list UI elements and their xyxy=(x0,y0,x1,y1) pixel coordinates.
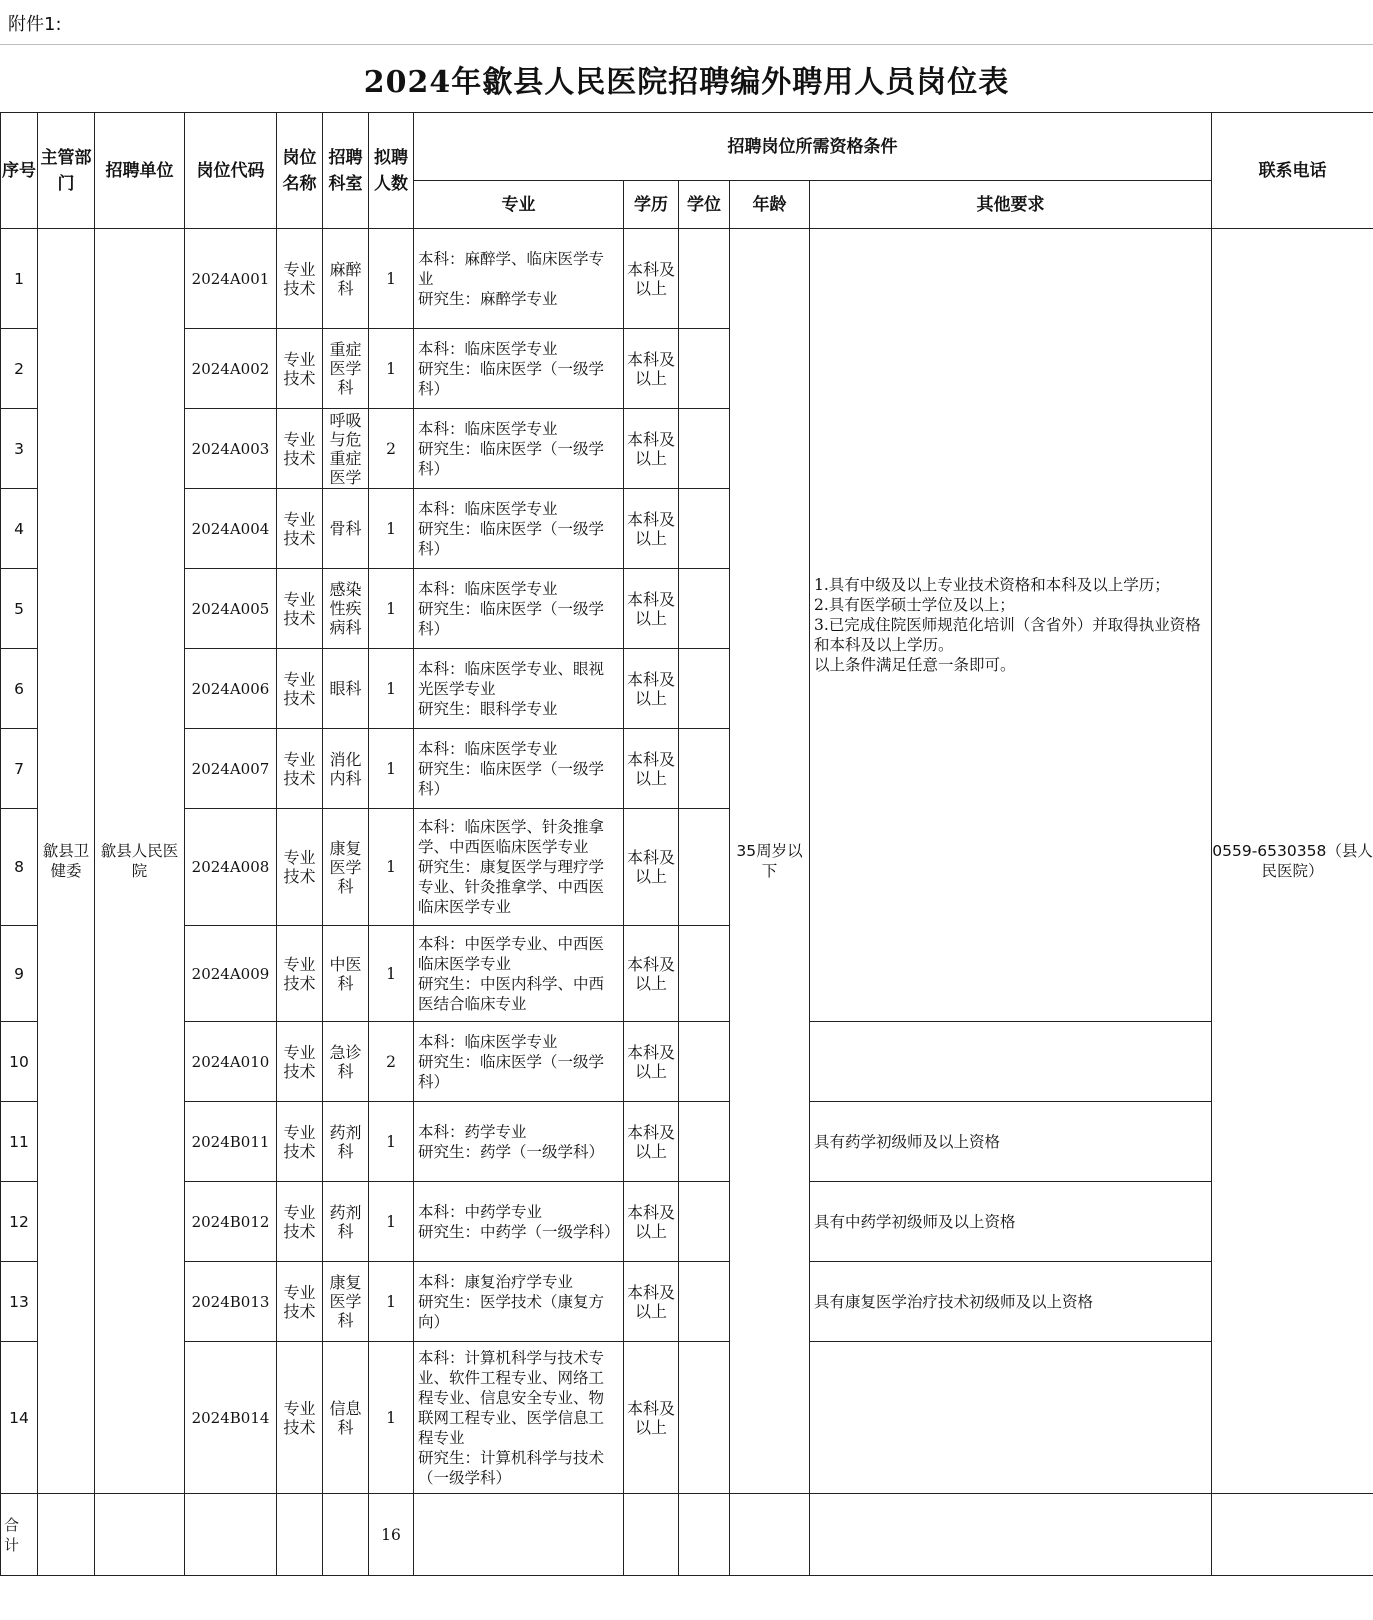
attachment-label: 附件1: xyxy=(8,14,62,35)
row-seq: 14 xyxy=(1,1342,38,1494)
row-office: 康复医学科 xyxy=(323,809,369,926)
row-post-name: 专业技术 xyxy=(277,729,323,809)
col-unit: 招聘单位 xyxy=(95,113,185,229)
row-major: 本科：临床医学专业 研究生：临床医学（一级学科） xyxy=(414,569,624,649)
row-seq: 10 xyxy=(1,1022,38,1102)
col-education: 学历 xyxy=(624,181,679,229)
age-cell: 35周岁以下 xyxy=(730,229,810,1494)
row-major: 本科：中医学专业、中西医临床医学专业 研究生：中医内科学、中西医结合临床专业 xyxy=(414,926,624,1022)
row-post-name: 专业技术 xyxy=(277,489,323,569)
row-education: 本科及以上 xyxy=(624,569,679,649)
col-major: 专业 xyxy=(414,181,624,229)
total-empty xyxy=(323,1494,369,1576)
row-count: 1 xyxy=(369,649,414,729)
table-row xyxy=(1,1102,1373,1182)
table-row xyxy=(1,1182,1373,1262)
row-education: 本科及以上 xyxy=(624,1262,679,1342)
row-count: 2 xyxy=(369,409,414,489)
row-post-name: 专业技术 xyxy=(277,329,323,409)
row-post-name: 专业技术 xyxy=(277,1102,323,1182)
row-education: 本科及以上 xyxy=(624,1342,679,1494)
col-age: 年龄 xyxy=(730,181,810,229)
total-empty xyxy=(679,1494,730,1576)
row-other: 具有康复医学治疗技术初级师及以上资格 xyxy=(810,1262,1212,1342)
row-post-name: 专业技术 xyxy=(277,1342,323,1494)
row-seq: 2 xyxy=(1,329,38,409)
row-code: 2024A002 xyxy=(185,329,277,409)
row-code: 2024A005 xyxy=(185,569,277,649)
row-office: 呼吸与危重症医学 xyxy=(323,409,369,489)
col-code: 岗位代码 xyxy=(185,113,277,229)
row-seq: 7 xyxy=(1,729,38,809)
total-empty xyxy=(1212,1494,1373,1576)
row-other xyxy=(810,1342,1212,1494)
row-count: 1 xyxy=(369,809,414,926)
dept-cell: 歙县卫健委 xyxy=(38,229,95,1494)
phone-cell: 0559-6530358（县人民医院） xyxy=(1212,229,1373,1494)
row-seq: 11 xyxy=(1,1102,38,1182)
row-other xyxy=(810,1022,1212,1102)
col-post-name: 岗位名称 xyxy=(277,113,323,229)
row-office: 眼科 xyxy=(323,649,369,729)
row-count: 1 xyxy=(369,1182,414,1262)
total-empty xyxy=(185,1494,277,1576)
row-education: 本科及以上 xyxy=(624,329,679,409)
row-education: 本科及以上 xyxy=(624,229,679,329)
row-degree xyxy=(679,1342,730,1494)
row-seq: 9 xyxy=(1,926,38,1022)
row-degree xyxy=(679,926,730,1022)
row-office: 康复医学科 xyxy=(323,1262,369,1342)
row-post-name: 专业技术 xyxy=(277,409,323,489)
row-code: 2024B012 xyxy=(185,1182,277,1262)
row-office: 骨科 xyxy=(323,489,369,569)
row-degree xyxy=(679,729,730,809)
row-seq: 4 xyxy=(1,489,38,569)
col-qualifications: 招聘岗位所需资格条件 xyxy=(414,113,1212,181)
col-other: 其他要求 xyxy=(810,181,1212,229)
row-major: 本科：中药学专业 研究生：中药学（一级学科） xyxy=(414,1182,624,1262)
row-count: 1 xyxy=(369,489,414,569)
col-phone: 联系电话 xyxy=(1212,113,1373,229)
row-major: 本科：麻醉学、临床医学专业 研究生：麻醉学专业 xyxy=(414,229,624,329)
row-post-name: 专业技术 xyxy=(277,649,323,729)
row-code: 2024A008 xyxy=(185,809,277,926)
total-row xyxy=(1,1494,1373,1576)
row-count: 1 xyxy=(369,729,414,809)
row-office: 重症医学科 xyxy=(323,329,369,409)
row-office: 消化内科 xyxy=(323,729,369,809)
table-row xyxy=(1,1342,1373,1494)
col-dept: 主管部门 xyxy=(38,113,95,229)
row-seq: 5 xyxy=(1,569,38,649)
row-office: 药剂科 xyxy=(323,1182,369,1262)
row-education: 本科及以上 xyxy=(624,1102,679,1182)
row-code: 2024A009 xyxy=(185,926,277,1022)
total-label: 合 计 xyxy=(1,1494,38,1576)
row-major: 本科：临床医学专业 研究生：临床医学（一级学科） xyxy=(414,729,624,809)
row-code: 2024B014 xyxy=(185,1342,277,1494)
row-degree xyxy=(679,1022,730,1102)
row-code: 2024A010 xyxy=(185,1022,277,1102)
table-row xyxy=(1,1022,1373,1102)
row-degree xyxy=(679,809,730,926)
row-major: 本科：临床医学专业 研究生：临床医学（一级学科） xyxy=(414,1022,624,1102)
row-major: 本科：临床医学专业 研究生：临床医学（一级学科） xyxy=(414,329,624,409)
row-degree xyxy=(679,1262,730,1342)
row-office: 中医科 xyxy=(323,926,369,1022)
row-count: 1 xyxy=(369,229,414,329)
row-office: 急诊科 xyxy=(323,1022,369,1102)
total-empty xyxy=(95,1494,185,1576)
row-office: 感染性疾病科 xyxy=(323,569,369,649)
row-major: 本科：药学专业 研究生：药学（一级学科） xyxy=(414,1102,624,1182)
row-count: 1 xyxy=(369,926,414,1022)
row-count: 1 xyxy=(369,1102,414,1182)
row-count: 1 xyxy=(369,329,414,409)
row-post-name: 专业技术 xyxy=(277,926,323,1022)
header-row-top xyxy=(1,113,1373,181)
row-post-name: 专业技术 xyxy=(277,809,323,926)
row-degree xyxy=(679,329,730,409)
total-empty xyxy=(277,1494,323,1576)
row-major: 本科：康复治疗学专业 研究生：医学技术（康复方向） xyxy=(414,1262,624,1342)
col-count: 拟聘人数 xyxy=(369,113,414,229)
total-empty xyxy=(38,1494,95,1576)
row-seq: 6 xyxy=(1,649,38,729)
other-requirements-group: 1.具有中级及以上专业技术资格和本科及以上学历； 2.具有医学硕士学位及以上； 3.已完成住院医师规范化培训（含省外）并取得执业资格和本科及以上学历。 以上条件满足任意一条即可。 xyxy=(810,229,1212,1022)
row-code: 2024A003 xyxy=(185,409,277,489)
table-body xyxy=(1,229,1373,1576)
row-education: 本科及以上 xyxy=(624,729,679,809)
row-count: 2 xyxy=(369,1022,414,1102)
row-education: 本科及以上 xyxy=(624,1182,679,1262)
page-title: 2024年歙县人民医院招聘编外聘用人员岗位表 xyxy=(0,44,1373,113)
row-office: 药剂科 xyxy=(323,1102,369,1182)
row-seq: 8 xyxy=(1,809,38,926)
row-seq: 13 xyxy=(1,1262,38,1342)
row-code: 2024A001 xyxy=(185,229,277,329)
table-row xyxy=(1,229,1373,329)
col-office: 招聘科室 xyxy=(323,113,369,229)
total-empty xyxy=(730,1494,810,1576)
col-seq: 序号 xyxy=(1,113,38,229)
row-major: 本科：临床医学专业、眼视光医学专业 研究生：眼科学专业 xyxy=(414,649,624,729)
row-other: 具有中药学初级师及以上资格 xyxy=(810,1182,1212,1262)
row-degree xyxy=(679,1102,730,1182)
row-degree xyxy=(679,569,730,649)
row-degree xyxy=(679,649,730,729)
row-education: 本科及以上 xyxy=(624,809,679,926)
row-post-name: 专业技术 xyxy=(277,1182,323,1262)
row-post-name: 专业技术 xyxy=(277,569,323,649)
row-education: 本科及以上 xyxy=(624,489,679,569)
total-empty xyxy=(810,1494,1212,1576)
unit-cell: 歙县人民医院 xyxy=(95,229,185,1494)
row-count: 1 xyxy=(369,1262,414,1342)
total-count: 16 xyxy=(369,1494,414,1576)
row-major: 本科：临床医学、针灸推拿学、中西医临床医学专业 研究生：康复医学与理疗学专业、针灸推拿学、中西医临床医学专业 xyxy=(414,809,624,926)
row-education: 本科及以上 xyxy=(624,409,679,489)
row-office: 信息科 xyxy=(323,1342,369,1494)
total-empty xyxy=(624,1494,679,1576)
row-code: 2024A006 xyxy=(185,649,277,729)
table-row xyxy=(1,1262,1373,1342)
row-count: 1 xyxy=(369,569,414,649)
row-major: 本科：临床医学专业 研究生：临床医学（一级学科） xyxy=(414,489,624,569)
row-education: 本科及以上 xyxy=(624,649,679,729)
row-post-name: 专业技术 xyxy=(277,1262,323,1342)
row-office: 麻醉科 xyxy=(323,229,369,329)
row-other: 具有药学初级师及以上资格 xyxy=(810,1102,1212,1182)
row-degree xyxy=(679,229,730,329)
row-major: 本科：计算机科学与技术专业、软件工程专业、网络工程专业、信息安全专业、物联网工程专业、医学信息工程专业 研究生：计算机科学与技术（一级学科） xyxy=(414,1342,624,1494)
row-degree xyxy=(679,409,730,489)
col-degree: 学位 xyxy=(679,181,730,229)
row-seq: 12 xyxy=(1,1182,38,1262)
row-education: 本科及以上 xyxy=(624,1022,679,1102)
row-degree xyxy=(679,1182,730,1262)
row-seq: 1 xyxy=(1,229,38,329)
row-major: 本科：临床医学专业 研究生：临床医学（一级学科） xyxy=(414,409,624,489)
positions-table xyxy=(0,112,1373,1576)
row-code: 2024B013 xyxy=(185,1262,277,1342)
row-degree xyxy=(679,489,730,569)
total-empty xyxy=(414,1494,624,1576)
row-code: 2024A004 xyxy=(185,489,277,569)
row-education: 本科及以上 xyxy=(624,926,679,1022)
row-count: 1 xyxy=(369,1342,414,1494)
row-code: 2024B011 xyxy=(185,1102,277,1182)
row-post-name: 专业技术 xyxy=(277,229,323,329)
row-post-name: 专业技术 xyxy=(277,1022,323,1102)
row-code: 2024A007 xyxy=(185,729,277,809)
row-seq: 3 xyxy=(1,409,38,489)
